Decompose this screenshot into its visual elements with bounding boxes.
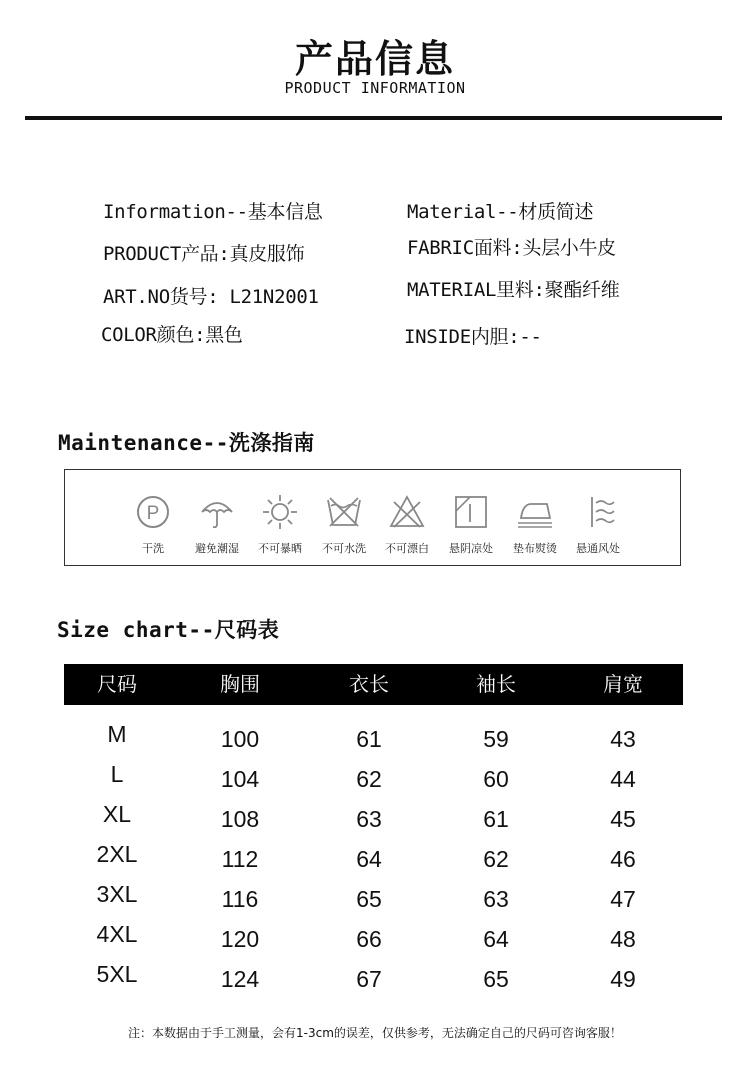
info-product: PRODUCT产品:真皮服饰 [103, 243, 305, 265]
table-cell: 63 [483, 886, 509, 912]
table-cell: 116 [221, 886, 259, 912]
table-cell: 49 [610, 966, 636, 992]
table-cell: 108 [220, 806, 260, 832]
table-cell: 48 [610, 926, 636, 952]
care-item [562, 470, 634, 567]
info-left-heading: Information--基本信息 [103, 201, 323, 223]
table-cell: 4XL [96, 921, 138, 947]
table-cell: 61 [356, 726, 382, 752]
size-chart-heading: Size chart--尺码表 [57, 618, 280, 642]
care-label: 垫布熨烫 [513, 542, 557, 555]
table-cell: 60 [483, 766, 509, 792]
info-fabric: FABRIC面料:头层小牛皮 [407, 237, 616, 259]
table-cell: 100 [220, 726, 260, 752]
table-cell: 44 [610, 766, 636, 792]
column-header: 衣长 [349, 672, 389, 696]
column-header: 胸围 [220, 672, 260, 696]
care-label: 悬阴凉处 [449, 542, 493, 555]
column-header: 袖长 [476, 672, 516, 696]
measurement-note: 注：本数据由于手工测量，会有1-3cm的误差，仅供参考，无法确定自己的尺码可咨询客服！ [128, 1026, 622, 1040]
care-label: 不可漂白 [385, 542, 429, 555]
table-cell: 112 [221, 846, 259, 872]
header-divider [25, 116, 722, 120]
table-cell: 62 [356, 766, 382, 792]
table-cell: 61 [483, 806, 509, 832]
table-cell: 124 [220, 966, 260, 992]
info-color: COLOR颜色:黑色 [101, 324, 243, 346]
dry-clean-icon [135, 494, 171, 530]
info-inside: INSIDE内胆:-- [404, 326, 542, 348]
table-cell: 46 [610, 846, 636, 872]
info-material: MATERIAL里料:聚酯纤维 [407, 279, 620, 301]
column-header: 肩宽 [603, 672, 643, 696]
table-cell: 62 [483, 846, 509, 872]
no-wash-icon [326, 494, 362, 530]
table-cell: 65 [356, 886, 382, 912]
table-cell: 67 [356, 966, 382, 992]
info-right-heading: Material--材质简述 [407, 201, 594, 223]
ventilated-icon [580, 494, 616, 530]
table-cell: 3XL [96, 881, 138, 907]
table-cell: 64 [356, 846, 382, 872]
table-cell: 2XL [96, 841, 138, 867]
care-instructions-box [64, 469, 681, 566]
shade-dry-icon [453, 494, 489, 530]
table-cell: M [107, 721, 127, 747]
svg-text:P: P [146, 503, 160, 524]
page-title: 产品信息 [294, 37, 455, 81]
table-cell: XL [102, 801, 132, 827]
sun-icon [262, 494, 298, 530]
care-label: 不可暴晒 [258, 542, 302, 555]
table-cell: 63 [356, 806, 382, 832]
info-art-no: ART.NO货号: L21N2001 [103, 286, 319, 308]
care-label: 避免潮湿 [195, 542, 239, 555]
table-cell: 59 [483, 726, 509, 752]
umbrella-icon [199, 494, 235, 530]
care-label: 不可水洗 [322, 542, 366, 555]
table-cell: 5XL [96, 961, 138, 987]
size-table-header [64, 664, 683, 705]
no-bleach-icon [389, 494, 425, 530]
table-cell: 47 [610, 886, 636, 912]
table-cell: 65 [483, 966, 509, 992]
iron-cloth-icon [517, 494, 553, 530]
table-cell: 43 [610, 726, 636, 752]
table-cell: 64 [483, 926, 509, 952]
care-label: 悬通风处 [576, 542, 620, 555]
column-header: 尺码 [97, 672, 137, 696]
care-label: 干洗 [142, 542, 164, 555]
table-cell: 45 [610, 806, 636, 832]
table-cell: 120 [220, 926, 260, 952]
table-cell: 66 [356, 926, 382, 952]
table-cell: L [110, 761, 124, 787]
page-subtitle: PRODUCT INFORMATION [284, 79, 466, 97]
table-cell: 104 [220, 766, 260, 792]
maintenance-heading: Maintenance--洗涤指南 [58, 431, 315, 455]
